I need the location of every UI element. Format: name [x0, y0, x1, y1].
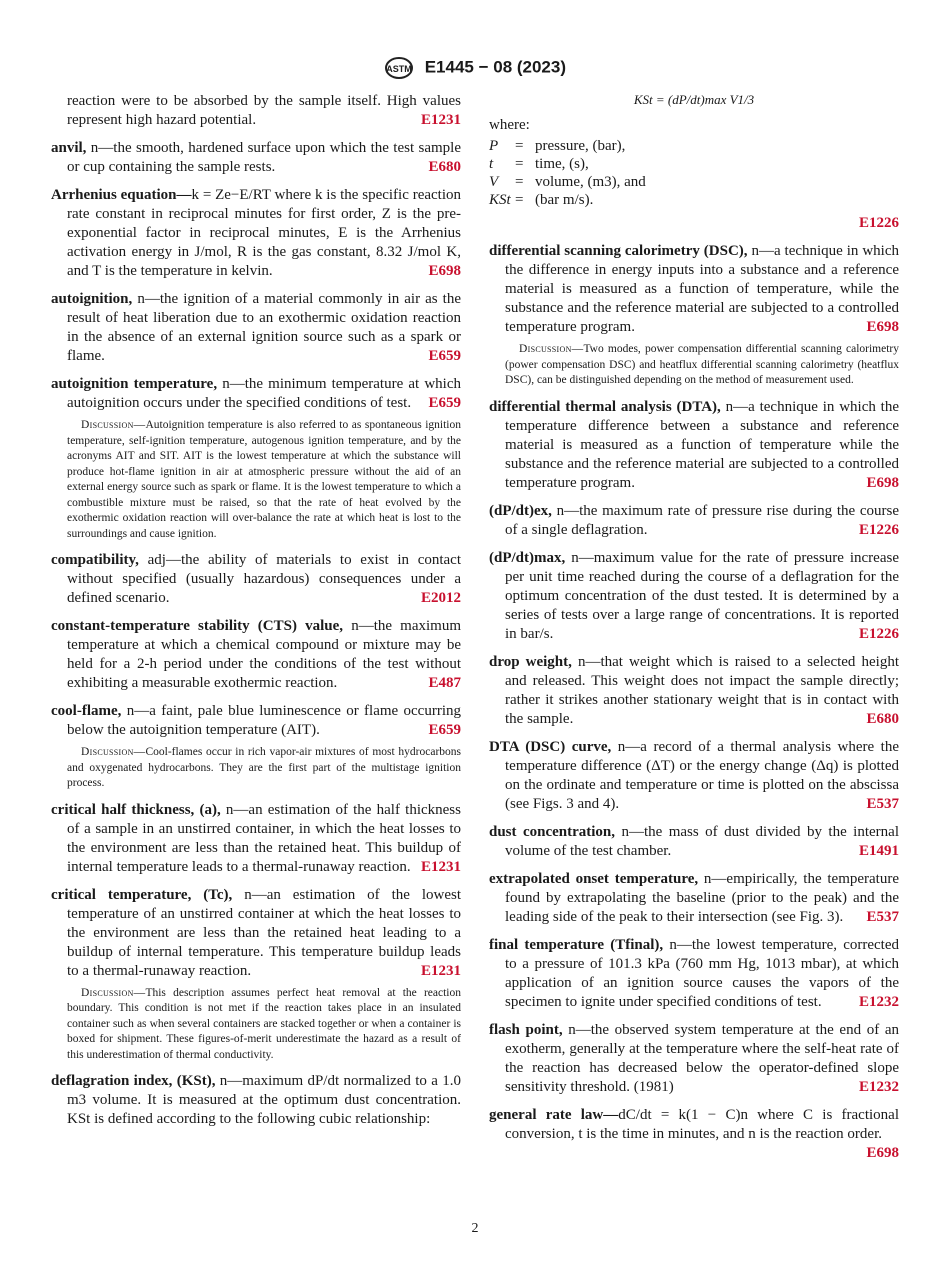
glossary-entry — [489, 549, 899, 644]
glossary-entry — [489, 936, 899, 1012]
standard-reference-link[interactable]: E1231 — [420, 858, 461, 875]
term: critical temperature, (Tc), — [51, 886, 233, 903]
definition: n—maximum dP/dt normalized to a 1.0 m3 volume. It is measured at the optimum dust concentration. KSt is defined according to the following cubic relationship: — [67, 1073, 461, 1127]
term: final temperature (Tfinal), — [489, 936, 664, 953]
term: dust concentration, — [489, 823, 616, 840]
variable-symbol: KSt — [489, 192, 511, 208]
term: flash point, — [489, 1021, 563, 1038]
discussion-label: Discussion— — [519, 343, 584, 355]
discussion-text: Cool-flames occur in rich vapor-air mixtures of most hydrocarbons and oxygenated hydrocarbons. They are the first part of the multistage ignition process. — [67, 746, 461, 789]
term: (dP/dt)ex, — [489, 502, 552, 519]
variable-row — [489, 191, 899, 209]
definition: n—the minimum temperature at which autoignition occurs under the specified conditions of test. — [67, 376, 461, 411]
equals-sign: = — [515, 138, 524, 154]
standard-reference-link[interactable]: E698 — [866, 1144, 899, 1161]
page-header — [0, 56, 950, 80]
glossary-entry — [489, 823, 899, 861]
standard-reference-link[interactable]: E1231 — [420, 112, 461, 128]
discussion-text: Two modes, power compensation differential scanning calorimetry (power compensation DSC) and heatflux differential scanning calorimetry (heatflux DSC), can be distinguished depending on the method of measurement used. — [505, 343, 899, 386]
term: drop weight, — [489, 653, 572, 670]
right-column — [489, 92, 899, 1172]
definition: n—empirically, the temperature found by extrapolating the baseline (prior to the peak) and the leading side of the peak to their intersection (see Fig. 3). — [505, 870, 899, 925]
definition: n—the maximum temperature at which a chemical compound or mixture may be held for a 2-h period under the conditions of the test without exhibiting a measurable exothermic reaction. — [67, 618, 461, 691]
discussion-note — [51, 418, 461, 542]
discussion-label: Discussion— — [81, 986, 146, 999]
standard-reference-link[interactable]: E2012 — [420, 590, 461, 606]
standard-reference-link[interactable]: E698 — [428, 263, 461, 279]
definition: k = Ze−E/RT where k is the specific reaction rate constant in reciprocal minutes for first order, Z is the pre-exponential factor in reciprocal minutes, E is the Arrhenius activation energy in J/mol, R is the gas constant, 8.32 J/mol K, and T is the temperature in kelvin. — [67, 187, 461, 279]
glossary-entry — [489, 1021, 899, 1097]
term: (dP/dt)max, — [489, 549, 566, 566]
glossary-entry — [51, 1072, 461, 1129]
discussion-label: Discussion— — [81, 419, 146, 431]
standard-reference-link[interactable]: E1226 — [858, 521, 899, 538]
glossary-entry — [489, 653, 899, 729]
variable-symbol: V — [489, 174, 499, 190]
definition: n—the observed system temperature at the end of an exotherm, generally at the temperature where the self-heat rate of the reaction has decreased below the operator-defined slope sensitivity threshold. (1981) — [505, 1021, 899, 1095]
standard-reference-link[interactable]: E698 — [866, 474, 899, 491]
term: constant-temperature stability (CTS) value, — [51, 618, 344, 634]
variable-row — [489, 155, 899, 173]
term: extrapolated onset temperature, — [489, 870, 699, 887]
term: autoignition, — [51, 291, 133, 307]
term: differential scanning calorimetry (DSC), — [489, 243, 748, 259]
equals-sign: = — [515, 192, 524, 208]
standard-reference-link[interactable]: E1491 — [858, 842, 899, 859]
variable-description: (bar m/s). — [535, 192, 594, 208]
definition: n—an estimation of the half thickness of a sample in an unstirred container, in which the heat losses to the environment are less than the retained heat. This buildup of internal temperature leads to a thermal-runaway reaction. — [67, 801, 461, 875]
standard-reference-link[interactable]: E1226 — [858, 625, 899, 642]
glossary-entry — [51, 375, 461, 413]
standard-reference-link[interactable]: E1232 — [858, 1078, 899, 1095]
glossary-entry — [51, 617, 461, 693]
term: differential thermal analysis (DTA), — [489, 398, 721, 415]
glossary-entry — [489, 502, 899, 540]
where-label: where: — [489, 117, 530, 133]
definition: n—an estimation of the lowest temperature of an unstirred container at which the heat losses to the environment are less than the retained heat leading to a buildup of internal temperature. This temperature buildup leads to a thermal-runaway reaction. — [67, 886, 461, 979]
term: Arrhenius equation— — [51, 187, 192, 203]
glossary-entry — [489, 738, 899, 814]
term: compatibility, — [51, 552, 139, 568]
left-column — [51, 92, 461, 1138]
standard-reference-link[interactable]: E659 — [428, 395, 461, 411]
discussion-text: Autoignition temperature is also referred to as spontaneous ignition temperature, self-ignition temperature, autogenous ignition temperature, and by the acronyms AIT and SIT. AIT is the lowest temperature at which the substance will produce hot-flame ignition in air at atmospheric pressure without the aid of an external energy source such as spark or flame. It is the lowest temperature to which a combustible mixture must be raised, so that the rate of heat evolved by the exothermic oxidation reaction will over-balance the rate at which heat is lost to the surroundings and cause ignition. — [67, 419, 461, 540]
term: DTA (DSC) curve, — [489, 738, 612, 755]
term: deflagration index, (KSt), — [51, 1073, 216, 1089]
svg-text:ASTM: ASTM — [386, 64, 412, 74]
right-entries — [489, 242, 899, 1163]
definition: adj—the ability of materials to exist in contact without specified (usually hazardous) consequences under a defined scenario. — [67, 552, 461, 606]
standard-reference-link[interactable]: E659 — [428, 722, 461, 738]
variable-row — [489, 137, 899, 155]
term: cool-flame, — [51, 703, 122, 719]
standard-reference-link[interactable]: E659 — [428, 348, 461, 364]
page-number: 2 — [471, 1221, 479, 1236]
discussion-note — [489, 342, 899, 389]
discussion-label: Discussion— — [81, 746, 146, 758]
definition: dC/dt = k(1 − C)n where C is fractional conversion, t is the time in minutes, and n is the reaction order. — [505, 1106, 900, 1142]
glossary-entry — [489, 398, 899, 493]
astm-logo-icon — [384, 56, 414, 80]
standard-reference-link[interactable]: E680 — [428, 159, 461, 175]
glossary-entry — [51, 186, 461, 281]
standard-reference-link[interactable]: E1231 — [420, 962, 461, 979]
standard-reference-link[interactable]: E1232 — [858, 993, 899, 1010]
glossary-entry — [489, 1106, 899, 1163]
glossary-entry — [51, 702, 461, 740]
term: anvil, — [51, 140, 87, 156]
standard-reference-link[interactable]: E537 — [866, 908, 899, 925]
glossary-entry — [51, 92, 461, 130]
standard-reference-link[interactable]: E680 — [866, 710, 899, 727]
variable-description: pressure, (bar), — [535, 138, 626, 154]
discussion-text: This description assumes perfect heat removal at the reaction boundary. This condition is not met if the reaction takes place in an insulated container such as when several containers are stacked together or when a container is boxed for shipment. These figures-of-merit underestimate the hazard as a result of this underestimation of thermal conductivity. — [67, 986, 461, 1061]
equals-sign: = — [515, 156, 524, 172]
variable-symbol: P — [489, 138, 499, 154]
designation: E1445 − 08 (2023) — [424, 57, 567, 77]
standard-reference-link[interactable]: E537 — [866, 795, 899, 812]
variable-list — [489, 137, 899, 209]
glossary-entry — [51, 139, 461, 177]
definition: reaction were to be absorbed by the sample itself. High values represent high hazard potential. — [67, 93, 461, 128]
definition: n—a faint, pale blue luminescence or flame occurring below the autoignition temperature (AIT). — [67, 703, 461, 738]
glossary-entry — [51, 886, 461, 981]
term: general rate law— — [489, 1106, 619, 1123]
discussion-note — [51, 986, 461, 1064]
variable-description: time, (s), — [535, 156, 589, 172]
glossary-entry — [51, 290, 461, 366]
variable-description: volume, (m3), and — [535, 174, 646, 190]
variable-row — [489, 173, 899, 191]
term: autoignition temperature, — [51, 376, 218, 392]
glossary-entry — [489, 870, 899, 927]
kst-reference: E1226 — [858, 215, 899, 231]
definition: n—that weight which is raised to a selected height and released. This weight does not impact the sample directly; rather it strikes another stationary weight that is in contact with the sample. — [505, 653, 899, 727]
definition: n—the lowest temperature, corrected to a pressure of 101.3 kPa (760 mm Hg, 1013 mbar), at which application of an ignition source causes the vapors of the specimen to ignite under specified conditions of test. — [505, 936, 899, 1010]
glossary-entry — [51, 801, 461, 877]
kst-formula: KSt = (dP/dt)max V1/3 — [633, 92, 755, 107]
glossary-entry — [51, 551, 461, 608]
definition: n—a record of a thermal analysis where the temperature difference (ΔT) or the energy change (Δq) is plotted on the ordinate and temperature or time is plotted on the abscissa (see Figs. 3 and 4). — [505, 738, 899, 812]
definition: n—a technique in which the difference in energy inputs into a substance and a reference material is measured as a function of temperature, while the substance and the reference material are subjected to a controlled temperature program. — [505, 243, 899, 335]
definition: n—the ignition of a material commonly in air as the result of heat liberation due to an exothermic oxidation reaction in the absence of an external ignition source such as a spark or flame. — [67, 291, 461, 364]
definition: n—a technique in which the temperature difference between a substance and reference material is measured as a function of temperature while the substance and the reference material are subjected to a controlled temperature program. — [505, 398, 899, 491]
standard-reference-link[interactable]: E698 — [866, 319, 899, 335]
standard-reference-link[interactable]: E487 — [428, 675, 461, 691]
equals-sign: = — [515, 174, 524, 190]
term: critical half thickness, (a), — [51, 801, 221, 818]
definition: n—the mass of dust divided by the internal volume of the test chamber. — [505, 823, 899, 859]
definition: n—maximum value for the rate of pressure increase per unit time reached during the course of a deflagration for the optimum concentration of the dust tested. It is determined by a series of tests over a large range of concentrations. It is reported in bar/s. — [505, 549, 899, 642]
discussion-note — [51, 745, 461, 792]
glossary-entry — [489, 242, 899, 337]
variable-symbol: t — [489, 156, 494, 172]
definition: n—the smooth, hardened surface upon which the test sample or cup containing the sample rests. — [67, 140, 461, 175]
definition: n—the maximum rate of pressure rise during the course of a single deflagration. — [505, 502, 899, 538]
